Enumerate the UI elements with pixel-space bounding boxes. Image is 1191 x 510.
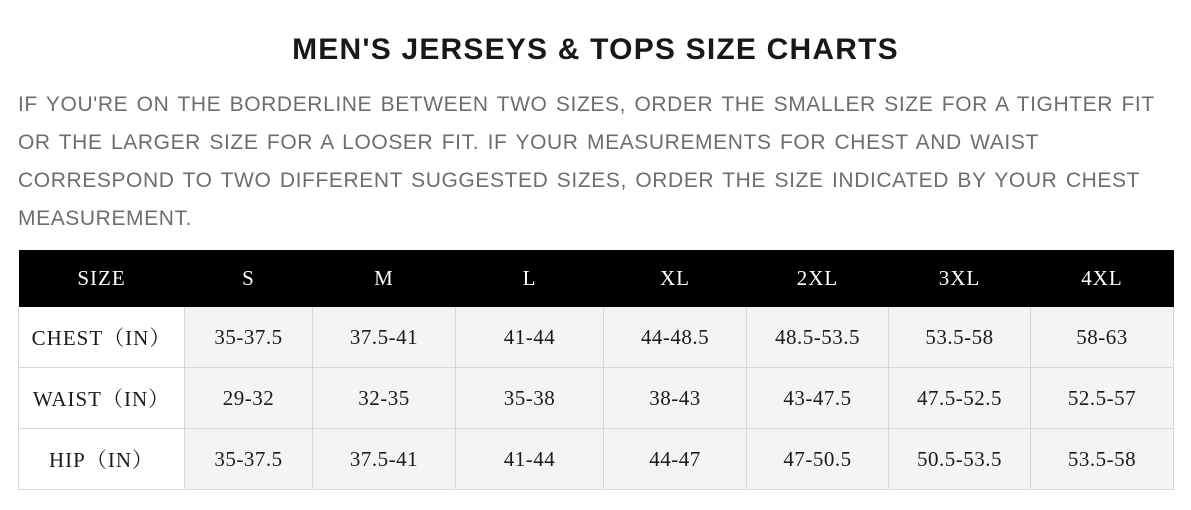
cell-chest-4xl: 58-63 [1031, 307, 1174, 368]
cell-waist-4xl: 52.5-57 [1031, 368, 1174, 429]
cell-hip-s: 35-37.5 [185, 429, 313, 490]
page-title: MEN'S JERSEYS & TOPS SIZE CHARTS [292, 33, 899, 66]
column-header-2xl: 2XL [747, 250, 889, 307]
table-row [19, 307, 1174, 368]
table-row [19, 368, 1174, 429]
column-header-3xl: 3XL [889, 250, 1031, 307]
table-body [19, 307, 1174, 490]
cell-chest-3xl: 53.5-58 [889, 307, 1031, 368]
cell-chest-2xl: 48.5-53.5 [747, 307, 889, 368]
cell-hip-3xl: 50.5-53.5 [889, 429, 1031, 490]
column-header-4xl: 4XL [1031, 250, 1174, 307]
cell-waist-3xl: 47.5-52.5 [889, 368, 1031, 429]
cell-waist-xl: 38-43 [604, 368, 747, 429]
row-label-hip: HIP（IN） [19, 429, 185, 490]
column-header-s: S [185, 250, 313, 307]
cell-hip-l: 41-44 [456, 429, 604, 490]
column-header-l: L [456, 250, 604, 307]
cell-waist-s: 29-32 [185, 368, 313, 429]
cell-hip-xl: 44-47 [604, 429, 747, 490]
cell-waist-2xl: 43-47.5 [747, 368, 889, 429]
column-header-xl: XL [604, 250, 747, 307]
intro-paragraph: IF YOU'RE ON THE BORDERLINE BETWEEN TWO SIZES, ORDER THE SMALLER SIZE FOR A TIGHTER FIT OR THE LARGER SIZE FOR A LOOSER FIT. IF YOUR MEASUREMENTS FOR CHEST AND WAIST CORRESPOND TO TWO DIFFERENT SUGGESTED SIZES, ORDER THE SIZE INDICATED BY YOUR CHEST MEASUREMENT. [18, 93, 1155, 230]
size-chart-table [18, 250, 1174, 490]
table-row [19, 429, 1174, 490]
cell-hip-2xl: 47-50.5 [747, 429, 889, 490]
cell-hip-4xl: 53.5-58 [1031, 429, 1174, 490]
cell-hip-m: 37.5-41 [313, 429, 456, 490]
table-header-row [19, 250, 1174, 307]
cell-chest-s: 35-37.5 [185, 307, 313, 368]
row-label-chest: CHEST（IN） [19, 307, 185, 368]
column-header-m: M [313, 250, 456, 307]
cell-chest-l: 41-44 [456, 307, 604, 368]
cell-chest-m: 37.5-41 [313, 307, 456, 368]
size-chart-table-wrap [18, 250, 1173, 490]
cell-waist-m: 32-35 [313, 368, 456, 429]
table-header [19, 250, 1174, 307]
column-header-size: SIZE [19, 250, 185, 307]
row-label-waist: WAIST（IN） [19, 368, 185, 429]
cell-waist-l: 35-38 [456, 368, 604, 429]
cell-chest-xl: 44-48.5 [604, 307, 747, 368]
